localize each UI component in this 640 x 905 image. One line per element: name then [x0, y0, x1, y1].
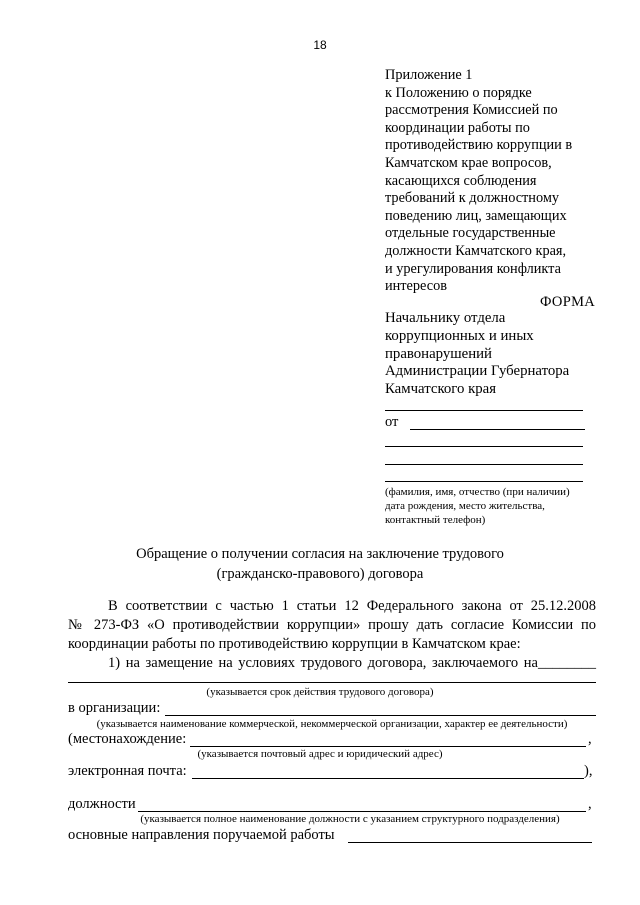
contract-term-hint: (указывается срок действия трудового договора)	[206, 686, 434, 698]
appendix-line: должности Камчатского края,	[385, 242, 567, 259]
email-field-line[interactable]	[192, 778, 584, 779]
form-label: ФОРМА	[540, 294, 596, 310]
blank-line[interactable]	[385, 464, 583, 465]
addressee-line: Камчатского края	[385, 381, 497, 398]
from-label: от	[385, 414, 399, 430]
position-hint: (указывается полное наименование должности с указанием структурного подразделения)	[140, 813, 560, 825]
contract-term-field-line[interactable]	[68, 682, 596, 683]
email-end: ),	[584, 763, 593, 779]
location-hint: (указывается почтовый адрес и юридический адрес)	[197, 748, 443, 760]
document-title-line2: (гражданско-правового) договора	[216, 566, 424, 582]
addressee-block	[385, 310, 569, 399]
appendix-line: требований к должностному	[385, 190, 560, 207]
body-line: № 273-ФЗ «О противодействии коррупции» прошу дать согласие Комиссии по	[68, 617, 596, 633]
from-field-line[interactable]	[410, 429, 585, 430]
addressee-line: Администрации Губернатора	[385, 363, 570, 380]
body-line: координации работы по противодействию коррупции в Камчатском крае:	[68, 636, 521, 652]
hint-line: дата рождения, место жительства,	[385, 500, 545, 512]
appendix-line: отдельные государственные	[385, 225, 556, 242]
duties-label: основные направления поручаемой работы	[68, 827, 335, 843]
blank-line[interactable]	[385, 446, 583, 447]
duties-field-line[interactable]	[348, 842, 592, 843]
appendix-line: противодействию коррупции в	[385, 137, 573, 154]
appendix-line: координации работы по	[385, 119, 530, 136]
appendix-line: касающихся соблюдения	[385, 172, 537, 189]
location-end: ,	[588, 731, 592, 747]
appendix-line: Камчатском крае вопросов,	[385, 154, 552, 171]
page-number: 18	[313, 38, 327, 52]
appendix-line: интересов	[385, 278, 447, 295]
blank-line	[385, 410, 583, 411]
addressee-line: коррупционных и иных	[385, 327, 534, 344]
location-label: (местонахождение:	[68, 731, 187, 747]
document-title-line1: Обращение о получении согласия на заключение трудового	[136, 546, 504, 562]
organization-field-line[interactable]	[165, 715, 596, 716]
addressee-line: Начальнику отдела	[385, 310, 506, 326]
hint-line: контактный телефон)	[385, 514, 486, 526]
appendix-line: к Положению о порядке	[385, 84, 532, 101]
body-line: В соответствии с частью 1 статьи 12 Федерального закона от 25.12.2008	[108, 598, 596, 614]
organization-label: в организации:	[68, 700, 161, 716]
appendix-line: Приложение 1	[385, 67, 473, 83]
position-field-line[interactable]	[138, 811, 586, 812]
appendix-line: и урегулирования конфликта	[385, 260, 561, 277]
position-label: должности	[68, 796, 136, 812]
applicant-hint	[385, 485, 570, 527]
organization-hint: (указывается наименование коммерческой, некоммерческой организации, характер ее деятельности)	[96, 718, 568, 730]
hint-line: (фамилия, имя, отчество (при наличии)	[385, 486, 570, 498]
appendix-block	[385, 67, 605, 296]
addressee-line: правонарушений	[385, 345, 492, 362]
position-end: ,	[588, 796, 592, 812]
item-1-line: 1) на замещение на условиях трудового договора, заключаемого на________	[108, 655, 596, 671]
appendix-line: поведению лиц, замещающих	[385, 207, 567, 224]
appendix-line: рассмотрения Комиссией по	[385, 102, 558, 119]
blank-line[interactable]	[385, 481, 583, 482]
location-field-line[interactable]	[190, 746, 586, 747]
email-label: электронная почта:	[68, 763, 187, 779]
